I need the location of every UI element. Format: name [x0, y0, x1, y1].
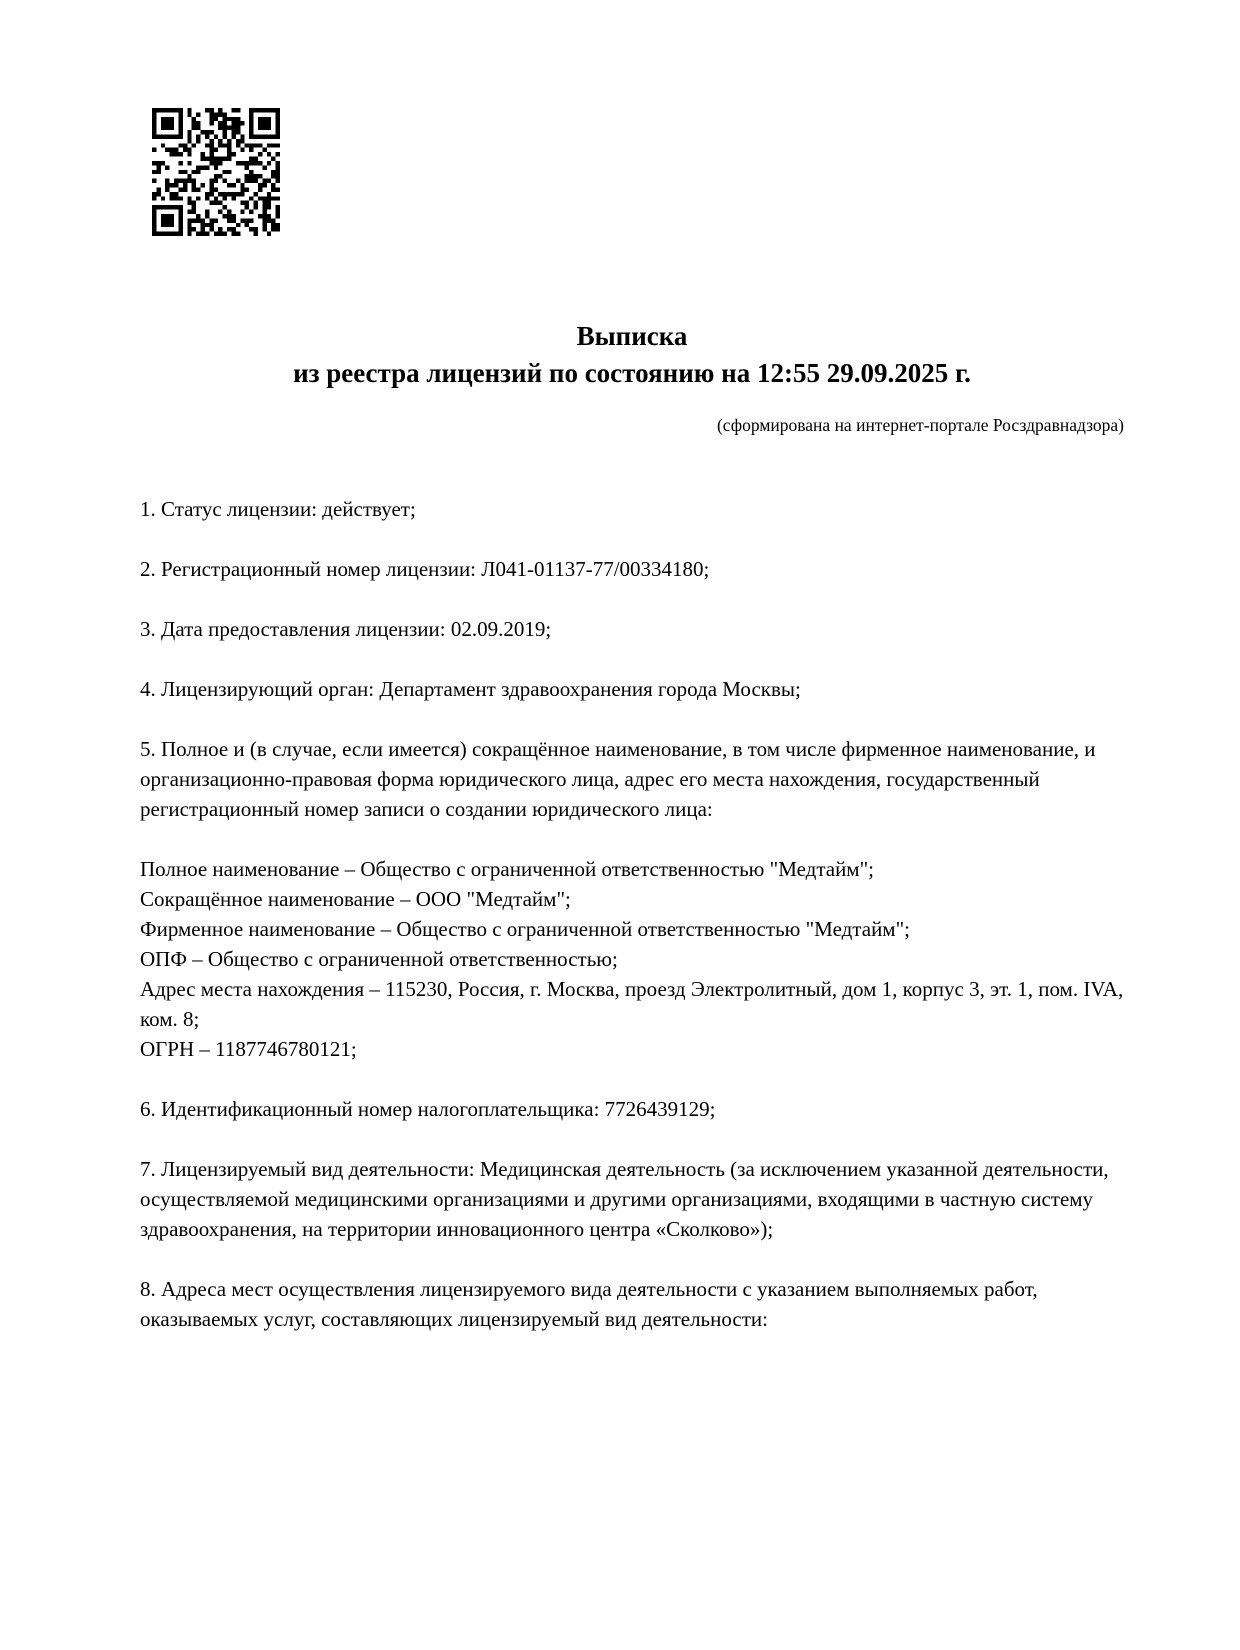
- paragraph-entity-naming-intro: 5. Полное и (в случае, если имеется) сокращённое наименование, в том числе фирменное наименование, и организационно-правовая форма юридического лица, адрес его места нахождения, государственный регистрационный номер записи о создании юридического лица:: [140, 737, 1096, 821]
- paragraph-registration-number: 2. Регистрационный номер лицензии: Л041-01137-77/00334180;: [140, 557, 710, 581]
- detail-legal-form: ОПФ – Общество с ограниченной ответственностью;: [140, 947, 618, 971]
- paragraph-licensed-activity: 7. Лицензируемый вид деятельности: Медицинская деятельность (за исключением указанной деятельности, осуществляемой медицинскими организациями и другими организациями, входящими в частную систему здравоохранения, на территории инновационного центра «Сколково»);: [140, 1157, 1109, 1241]
- paragraph-grant-date: 3. Дата предоставления лицензии: 02.09.2019;: [140, 617, 552, 641]
- paragraph-activity-addresses-intro: 8. Адреса мест осуществления лицензируемого вида деятельности с указанием выполняемых работ, оказываемых услуг, составляющих лицензируемый вид деятельности:: [140, 1277, 1038, 1331]
- qr-code: [152, 108, 280, 236]
- document-title: [140, 318, 1124, 392]
- formation-note: (сформирована на интернет-портале Росздравнадзора): [716, 415, 1124, 435]
- paragraph-license-status: 1. Статус лицензии: действует;: [140, 497, 416, 521]
- detail-address: Адрес места нахождения – 115230, Россия, г. Москва, проезд Электролитный, дом 1, корпус 3, эт. 1, пом. IVA, ком. 8;: [140, 977, 1124, 1031]
- detail-full-name: Полное наименование – Общество с ограниченной ответственностью "Медтайм";: [140, 857, 875, 881]
- detail-short-name: Сокращённое наименование – ООО "Медтайм";: [140, 887, 571, 911]
- detail-ogrn: ОГРН – 1187746780121;: [140, 1037, 357, 1061]
- document-title-line-2: из реестра лицензий по состоянию на 12:55 29.09.2025 г.: [293, 358, 971, 388]
- paragraph-licensing-authority: 4. Лицензирующий орган: Департамент здравоохранения города Москвы;: [140, 677, 801, 701]
- company-details: [140, 854, 1124, 1064]
- detail-brand-name: Фирменное наименование – Общество с ограниченной ответственностью "Медтайм";: [140, 917, 910, 941]
- paragraph-inn: 6. Идентификационный номер налогоплательщика: 7726439129;: [140, 1097, 716, 1121]
- document-title-line-1: Выписка: [576, 321, 688, 351]
- document-body: [140, 494, 1124, 1364]
